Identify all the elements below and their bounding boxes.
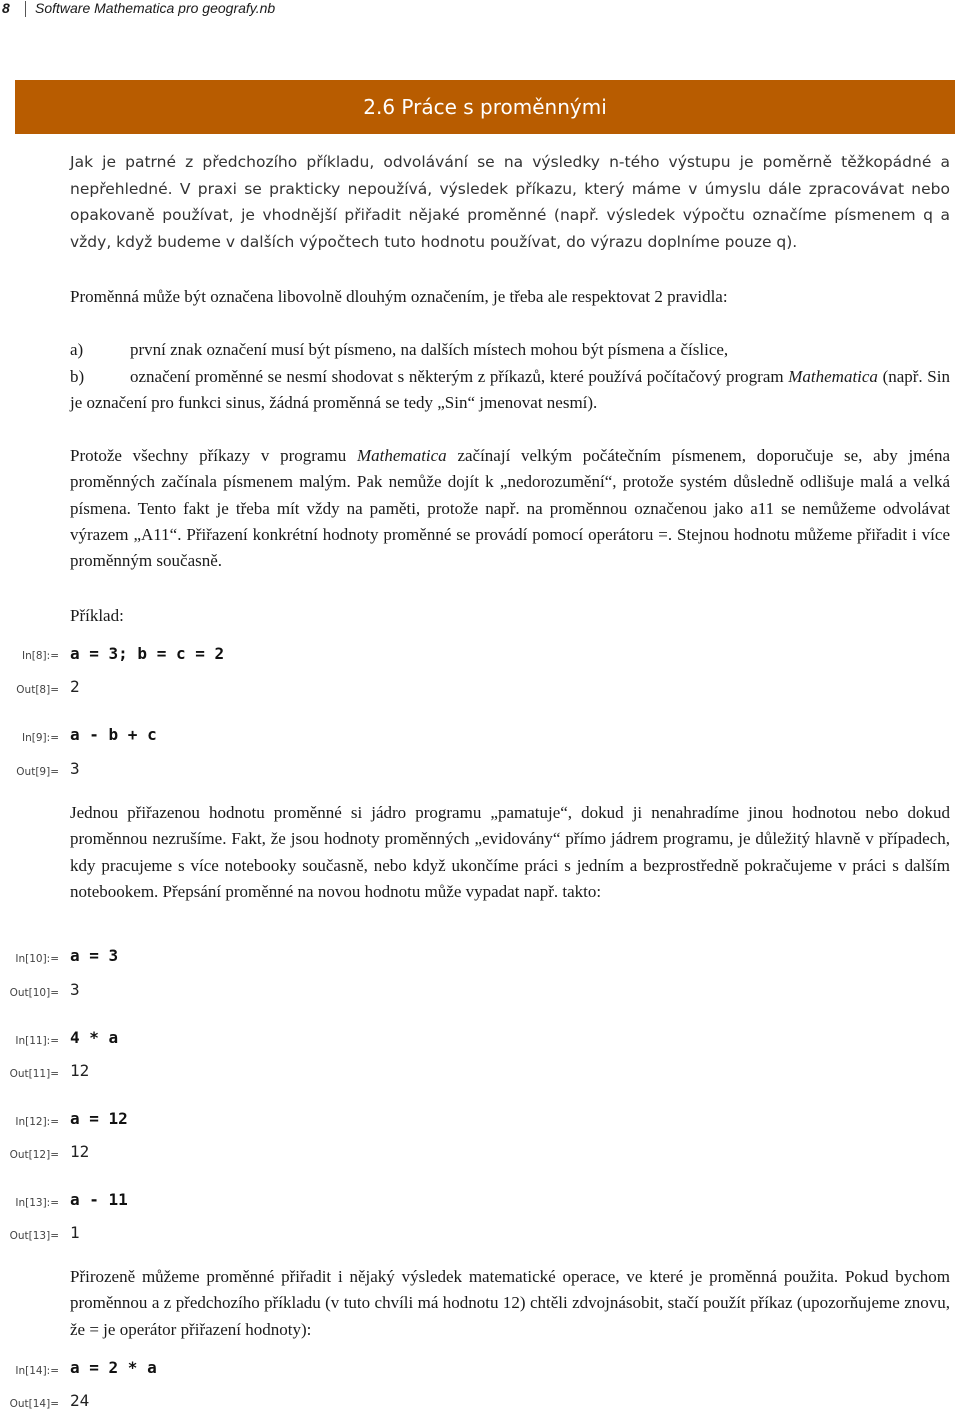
rule-text: první znak označení musí být písmeno, na dalších místech mohou být písmena a číslice, bbox=[130, 340, 729, 359]
rule-text-italic: Mathematica bbox=[788, 367, 878, 386]
input-cell[interactable]: a = 2 * a bbox=[70, 1358, 157, 1377]
example-label: Příklad: bbox=[70, 606, 124, 625]
input-cell[interactable]: a = 12 bbox=[70, 1109, 128, 1128]
output-cell: 12 bbox=[70, 1142, 90, 1161]
rule-text-after: (např. Sin je označení pro funkci sinus, žádná proměnná se tedy „Sin“ jmenovat nesmí). bbox=[70, 367, 950, 413]
page-number: 8 bbox=[2, 0, 10, 16]
rule-label: b) bbox=[70, 367, 85, 386]
input-label: In[9]:= bbox=[22, 732, 59, 744]
output-label: Out[10]= bbox=[9, 987, 59, 999]
capitals-italic: Mathematica bbox=[356, 446, 447, 465]
input-label: In[13]:= bbox=[15, 1197, 59, 1209]
input-label: In[8]:= bbox=[22, 650, 59, 662]
output-label: Out[11]= bbox=[9, 1068, 59, 1080]
input-cell[interactable]: 4 * a bbox=[70, 1028, 119, 1047]
input-label: In[14]:= bbox=[15, 1365, 59, 1377]
input-label: In[10]:= bbox=[15, 953, 59, 965]
output-label: Out[8]= bbox=[16, 684, 59, 696]
capitals-paragraph bbox=[70, 443, 950, 574]
input-cell[interactable]: a - 11 bbox=[70, 1190, 128, 1209]
output-label: Out[14]= bbox=[9, 1398, 59, 1410]
rule-label: a) bbox=[70, 340, 84, 359]
section-title: 2.6 Práce s proměnnými bbox=[363, 95, 607, 119]
memory-paragraph: Jednou přiřazenou hodnotu proměnné si jádro programu „pamatuje“, dokud ji nenahradíme jinou hodnotou nebo dokud proměnnou nezrušíme. Fakt, že jsou hodnoty proměnných „evidovány“ přímo jádrem programu, je důležitý hlavně v případech, kdy pracujeme s více notebooky současně, nebo když ukončíme práci s jedním a bezprostředně pokračujeme v práci s dalším notebookem. Přepsání proměnné na novou hodnotu může vypadat např. takto: bbox=[70, 803, 950, 901]
intro-paragraph: Jak je patrné z předchozího příkladu, odvolávání se na výsledky n-tého výstupu je poměrně těžkopádné a nepřehledné. V praxi se prakticky nepoužívá, výsledek příkazu, který máme v úmyslu dále zpracovávat nebo opakovaně používat, je vhodnější přiřadit nějaké proměnné (např. výsledek výpočtu označíme písmenem q a vždy, když budeme v dalších výpočtech tuto hodnotu používat, do výrazu doplníme pouze q). bbox=[70, 153, 950, 251]
header-divider bbox=[25, 1, 26, 17]
input-label: In[12]:= bbox=[15, 1116, 59, 1128]
input-cell[interactable]: a - b + c bbox=[70, 725, 157, 744]
output-cell: 3 bbox=[70, 759, 80, 778]
output-cell: 1 bbox=[70, 1223, 80, 1242]
output-label: Out[13]= bbox=[9, 1230, 59, 1242]
output-cell: 24 bbox=[70, 1391, 90, 1410]
operation-paragraph: Přirozeně můžeme proměnné přiřadit i nějaký výsledek matematické operace, ve které je proměnná použita. Pokud bychom proměnnou a z předchozího příkladu (v tuto chvíli má hodnotu 12) chtěli zdvojnásobit, stačí použít příkaz (upozorňujeme znovu, že = je operátor přiřazení hodnoty): bbox=[70, 1267, 950, 1339]
input-cell[interactable]: a = 3 bbox=[70, 946, 119, 965]
rules-intro-paragraph: Proměnná může být označena libovolně dlouhým označením, je třeba ale respektovat 2 pravidla: bbox=[70, 287, 728, 306]
output-cell: 3 bbox=[70, 980, 80, 999]
rule-text-before: označení proměnné se nesmí shodovat s některým z příkazů, které používá počítačový program bbox=[130, 367, 789, 386]
capitals-after: začínají velkým počátečním písmenem, doporučuje se, aby jména proměnných začínala písmenem malým. Pak nemůže dojít k „nedorozumění“, protože systém důsledně odlišuje malá a velká písmena. Tento fakt je třeba mít vždy na paměti, protože např. na proměnnou označenou jako a11 se nemůžeme odvolávat výrazem „A11“. Přiřazení konkrétní hodnoty proměnné se provádí pomocí operátoru =. Stejnou hodnotu můžeme přiřadit i více proměnným současně. bbox=[70, 446, 951, 571]
output-label: Out[9]= bbox=[16, 766, 59, 778]
output-cell: 2 bbox=[70, 677, 80, 696]
notebook-title: Software Mathematica pro geografy.nb bbox=[35, 0, 276, 16]
input-label: In[11]:= bbox=[15, 1035, 59, 1047]
capitals-before: Protože všechny příkazy v programu bbox=[70, 446, 357, 465]
section-title-bar bbox=[15, 80, 955, 134]
rule-item-b bbox=[70, 364, 950, 417]
output-cell: 12 bbox=[70, 1061, 90, 1080]
input-cell[interactable]: a = 3; b = c = 2 bbox=[70, 644, 225, 663]
rule-item-a bbox=[70, 337, 950, 363]
output-label: Out[12]= bbox=[9, 1149, 59, 1161]
